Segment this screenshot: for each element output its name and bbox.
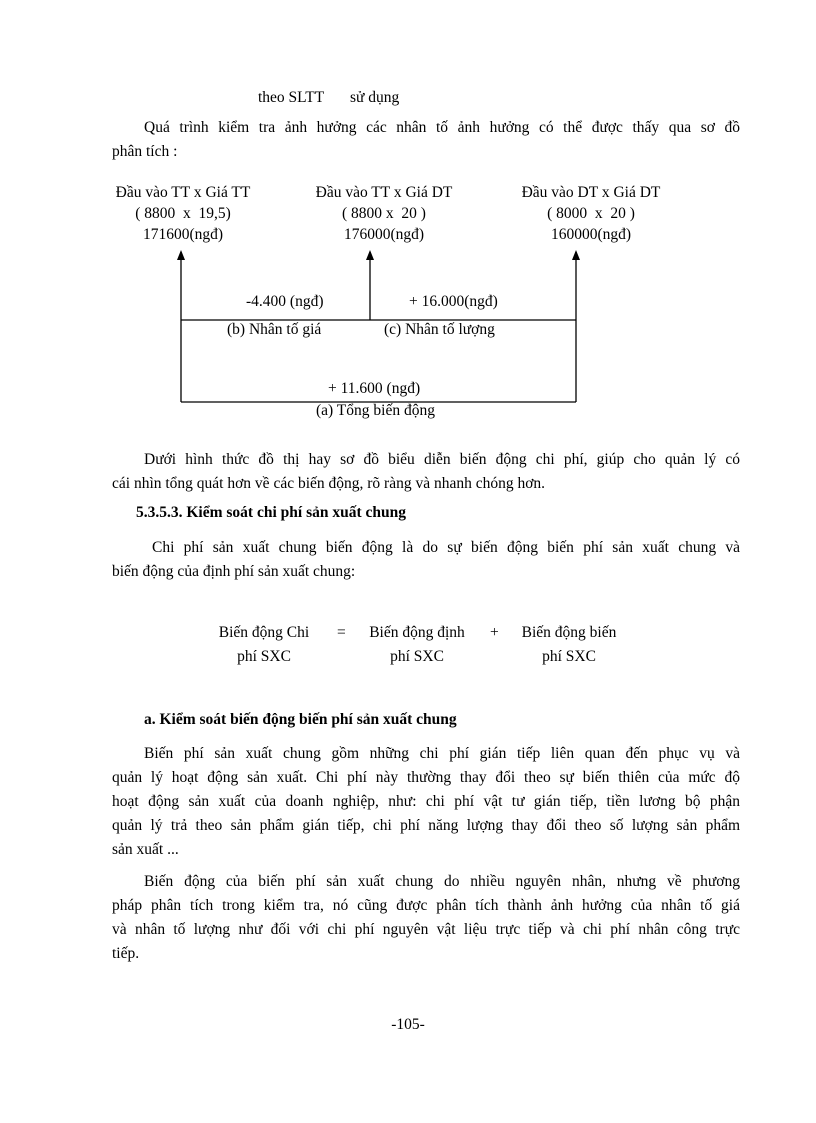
box-standard-result: 160000(ngđ) — [550, 226, 632, 243]
paragraph-2-line-2: cái nhìn tổng quát hơn về các biến động, rõ ràng và nhanh chóng hơn. — [112, 475, 546, 492]
box-standard-formula: ( 8000 x 20 ) — [547, 205, 635, 222]
arrowhead-actual — [177, 250, 185, 260]
arrowhead-standard — [572, 250, 580, 260]
paragraph-5-line-2: pháp phân tích trong kiểm tra, nó cũng được phân tích thành ảnh hưởng của nhân tố giá — [112, 897, 740, 914]
total-variance-value: + 11.600 (ngđ) — [328, 380, 421, 397]
formula-term-2-line-1: Biến động định — [369, 624, 465, 641]
box-mixed-formula: ( 8800 x 20 ) — [342, 205, 426, 222]
paragraph-4 — [112, 742, 740, 862]
box-actual-formula: ( 8800 x 19,5) — [135, 205, 231, 222]
paragraph-3 — [112, 536, 740, 584]
paragraph-4-line-4: quản lý trả theo sản phẩm gián tiếp, chi phí năng lượng thay đổi theo số lượng sản phẩm — [112, 817, 740, 834]
paragraph-3-line-1: Chi phí sản xuất chung biến động là do sự biến động biến phí sản xuất chung và — [152, 539, 740, 556]
price-factor-label: (b) Nhân tố giá — [227, 321, 322, 338]
paragraph-5-line-1: Biến động của biến phí sản xuất chung do nhiều nguyên nhân, nhưng về phương — [144, 873, 740, 890]
paragraph-4-line-2: quản lý hoạt động sản xuất. Chi phí này thường thay đổi theo sự biến thiên của mức độ — [112, 769, 740, 786]
intro-line-1: Quá trình kiểm tra ảnh hưởng các nhân tố ảnh hưởng có thể được thấy qua sơ đồ — [144, 119, 740, 136]
formula-equals: = — [337, 624, 346, 641]
top-fragment-right: sử dụng — [350, 89, 400, 106]
paragraph-5 — [112, 870, 740, 966]
formula-term-3-line-2: phí SXC — [542, 648, 596, 665]
quantity-factor-label: (c) Nhân tố lượng — [384, 321, 495, 338]
formula-term-1-line-2: phí SXC — [237, 648, 291, 665]
quantity-variance-value: + 16.000(ngđ) — [409, 293, 498, 310]
box-actual-result: 171600(ngđ) — [142, 226, 224, 243]
paragraph-3-line-2: biến động của định phí sản xuất chung: — [112, 563, 356, 580]
paragraph-4-line-3: hoạt động sản xuất của doanh nghiệp, như: chi phí vật tư gián tiếp, tiền lương bộ phận — [112, 793, 740, 810]
paragraph-2 — [112, 448, 740, 496]
section-heading: 5.3.5.3. Kiểm soát chi phí sản xuất chung — [136, 504, 407, 521]
box-standard-title: Đầu vào DT x Giá DT — [521, 184, 661, 201]
subsection-heading: a. Kiểm soát biến động biến phí sản xuất chung — [144, 711, 457, 728]
intro-line-2: phân tích : — [112, 143, 178, 160]
paragraph-5-line-4: tiếp. — [112, 945, 140, 962]
box-actual-title: Đầu vào TT x Giá TT — [115, 184, 251, 201]
formula-plus: + — [490, 624, 499, 641]
paragraph-4-line-1: Biến phí sản xuất chung gồm những chi phí gián tiếp liên quan đến phục vụ và — [144, 745, 740, 762]
formula-term-3-line-1: Biến động biến — [521, 624, 617, 641]
formula-term-2-line-2: phí SXC — [390, 648, 444, 665]
paragraph-2-line-1: Dưới hình thức đồ thị hay sơ đồ biểu diễn biến động chi phí, giúp cho quản lý có — [144, 451, 740, 468]
top-fragment-left: theo SLTT — [258, 89, 325, 106]
price-variance-value: -4.400 (ngđ) — [246, 293, 324, 310]
paragraph-4-line-5: sản xuất ... — [112, 841, 179, 858]
box-mixed-result: 176000(ngđ) — [343, 226, 425, 243]
paragraph-5-line-3: và nhân tố lượng như đối với chi phí nguyên vật liệu trực tiếp và chi phí nhân công trực — [112, 921, 740, 938]
page-number: -105- — [391, 1016, 425, 1033]
formula-term-1-line-1: Biến động Chi — [218, 624, 310, 641]
box-mixed-title: Đầu vào TT x Giá DT — [315, 184, 453, 201]
total-variance-label: (a) Tổng biến động — [316, 402, 435, 419]
arrowhead-mixed — [366, 250, 374, 260]
